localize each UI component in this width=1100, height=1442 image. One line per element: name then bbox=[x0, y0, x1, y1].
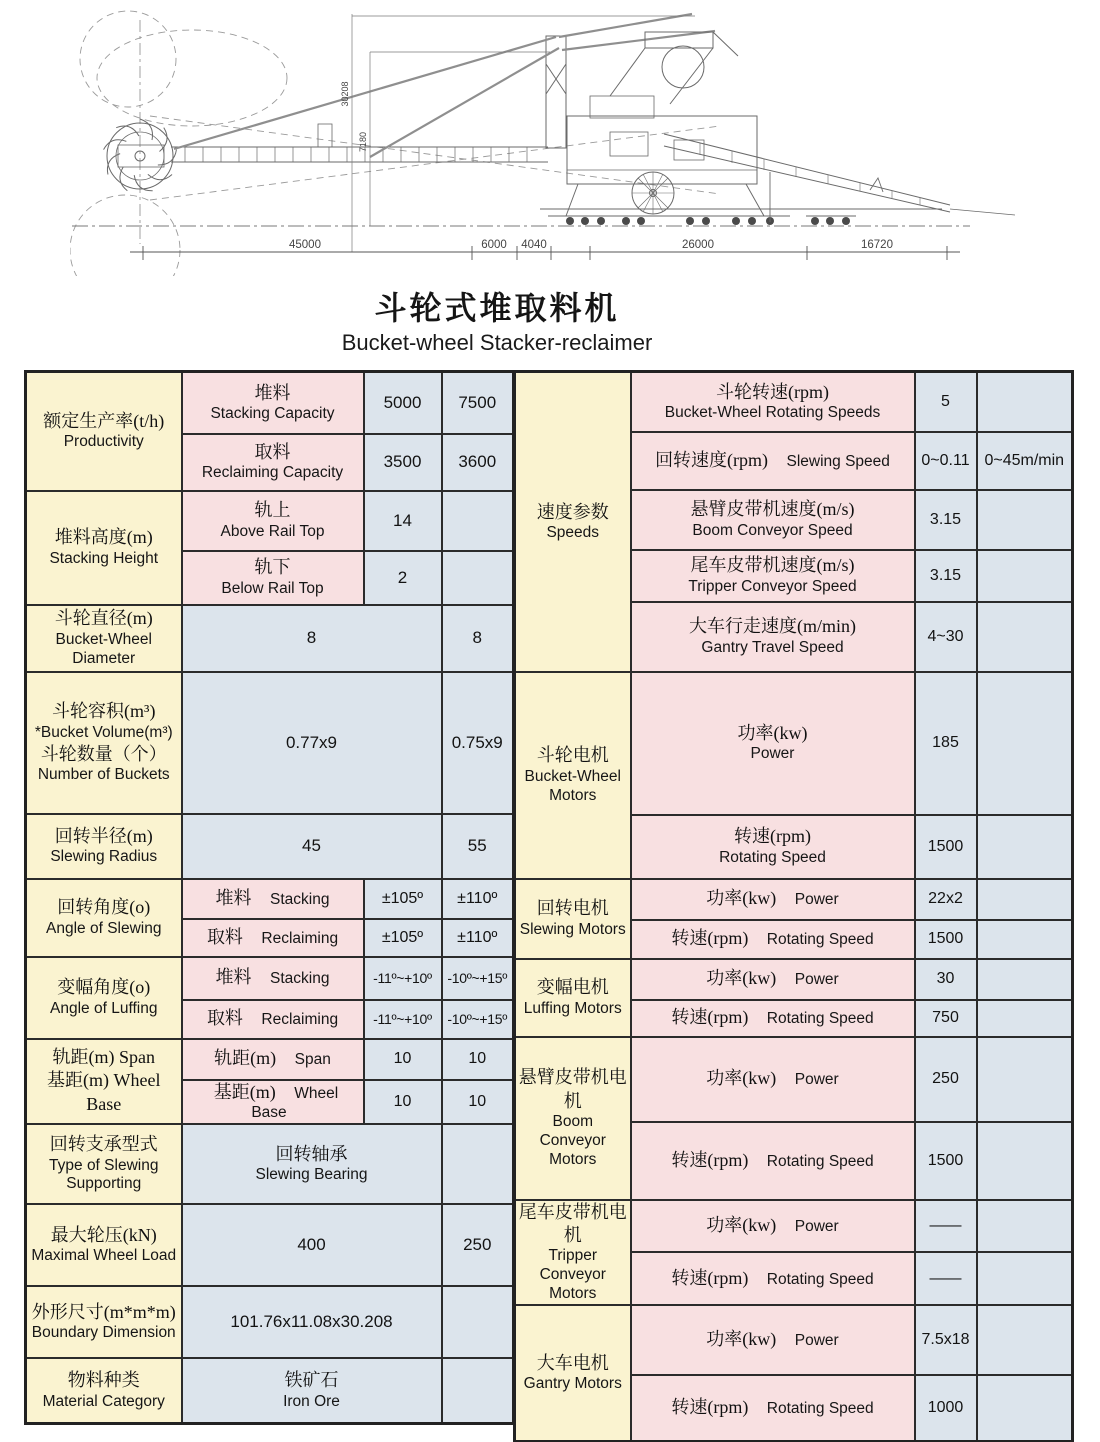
luffing-stacking-value-1: -11º~+10º bbox=[364, 957, 442, 1000]
tripper-conveyor-speed-param-cell: 尾车皮带机速度(m/s) Tripper Conveyor Speed bbox=[631, 550, 915, 602]
slewing-stacking-value-1: ±105º bbox=[364, 879, 442, 919]
span-param-cell: 轨距(m) Span bbox=[182, 1039, 364, 1080]
boom-motor-power-param-cell: 功率(kw) Power bbox=[631, 1037, 915, 1122]
luffing-reclaiming-value-1: -11º~+10º bbox=[364, 1000, 442, 1039]
tie-rods bbox=[174, 14, 715, 157]
dim-label-4040: 4040 bbox=[521, 239, 547, 251]
slewing-motor-speed-value-1: 1500 bbox=[915, 920, 977, 959]
slewing-support-value-1: 回转轴承 Slewing Bearing bbox=[182, 1124, 442, 1204]
boundary-dimension-value-1: 101.76x11.08x30.208 bbox=[182, 1286, 442, 1358]
dim-label-height: 30208 bbox=[340, 81, 350, 107]
wheelbase-param-cell: 基距(m) Wheel Base bbox=[182, 1080, 364, 1124]
slewing-motor-power-param-cell: 功率(kw) Power bbox=[631, 879, 915, 920]
spec-table-left bbox=[24, 370, 515, 1425]
tripper-motor-power-value-2-empty bbox=[977, 1200, 1073, 1253]
slew-envelope-bottom-circle bbox=[70, 195, 180, 276]
tripper-motor-speed-value-2-empty bbox=[977, 1252, 1073, 1305]
tripper-motor-power-value-1: —— bbox=[915, 1200, 977, 1253]
gantry-travel-speed-value-1: 4~30 bbox=[915, 602, 977, 672]
bw-motor-speed-param-cell: 转速(rpm) Rotating Speed bbox=[631, 815, 915, 879]
gantry-motor-speed-value-1: 1000 bbox=[915, 1375, 977, 1441]
dim-label-45000: 45000 bbox=[289, 239, 321, 251]
bw-motor-power-value-2-empty bbox=[977, 672, 1073, 815]
wheelbase-value-2: 10 bbox=[442, 1080, 514, 1124]
angle-slewing-label-cell: 回转角度(o) Angle of Slewing bbox=[26, 879, 182, 957]
tripper-motor-speed-param-cell: 转速(rpm) Rotating Speed bbox=[631, 1252, 915, 1305]
bw-diameter-value-1: 8 bbox=[182, 605, 442, 672]
gantry-house bbox=[567, 96, 757, 184]
boom-conveyor-speed-value-1: 3.15 bbox=[915, 490, 977, 550]
slewing-support-label-cell: 回转支承型式 Type of Slewing Supporting bbox=[26, 1124, 182, 1204]
gantry-motors-group-cell: 大车电机 Gantry Motors bbox=[515, 1305, 631, 1441]
slewing-speed-value-1: 0~0.11 bbox=[915, 432, 977, 490]
stacking-capacity-value-1: 5000 bbox=[364, 372, 442, 434]
bw-motor-speed-value-1: 1500 bbox=[915, 815, 977, 879]
tripper-conveyor-speed-value-2-empty bbox=[977, 550, 1073, 602]
stacking-capacity-param-cell: 堆料 Stacking Capacity bbox=[182, 372, 364, 434]
tripper-motor-power-param-cell: 功率(kw) Power bbox=[631, 1200, 915, 1253]
bw-rotating-speed-value-2-empty bbox=[977, 372, 1073, 432]
luffing-stacking-param-cell: 堆料 Stacking bbox=[182, 957, 364, 1000]
bw-motor-power-param-cell: 功率(kw) Power bbox=[631, 672, 915, 815]
luffing-motor-speed-value-1: 750 bbox=[915, 1000, 977, 1037]
speeds-group-cell: 速度参数 Speeds bbox=[515, 372, 631, 672]
slewing-reclaiming-value-1: ±105º bbox=[364, 919, 442, 957]
below-rail-value-1: 2 bbox=[364, 551, 442, 605]
material-category-value-1: 铁矿石 Iron Ore bbox=[182, 1358, 442, 1424]
luffing-motor-power-value-1: 30 bbox=[915, 959, 977, 1000]
reclaiming-capacity-param-cell: 取料 Reclaiming Capacity bbox=[182, 434, 364, 491]
gantry-motor-power-value-2-empty bbox=[977, 1305, 1073, 1375]
luffing-motor-power-param-cell: 功率(kw) Power bbox=[631, 959, 915, 1000]
slewing-support-value-2-empty bbox=[442, 1124, 514, 1204]
luffing-reclaiming-param-cell: 取料 Reclaiming bbox=[182, 1000, 364, 1039]
tripper-conveyor-speed-value-1: 3.15 bbox=[915, 550, 977, 602]
slewing-motor-speed-value-2-empty bbox=[977, 920, 1073, 959]
boom-motor-speed-value-2-empty bbox=[977, 1122, 1073, 1200]
page-title-en: Bucket-wheel Stacker-reclaimer bbox=[341, 330, 653, 355]
slewing-motors-group-cell: 回转电机 Slewing Motors bbox=[515, 879, 631, 959]
boom-motor-speed-value-1: 1500 bbox=[915, 1122, 977, 1200]
above-rail-value-1: 14 bbox=[364, 491, 442, 551]
max-wheel-load-label-cell: 最大轮压(kN) Maximal Wheel Load bbox=[26, 1204, 182, 1286]
material-category-value-2-empty bbox=[442, 1358, 514, 1424]
productivity-label-cell: 额定生产率(t/h) Productivity bbox=[26, 372, 182, 491]
machine-drawing-svg bbox=[70, 4, 1030, 276]
boom-conveyor-speed-param-cell: 悬臂皮带机速度(m/s) Boom Conveyor Speed bbox=[631, 490, 915, 550]
tripper-motor-speed-value-1: —— bbox=[915, 1252, 977, 1305]
reclaiming-capacity-value-1: 3500 bbox=[364, 434, 442, 491]
slew-envelope-ellipse bbox=[97, 30, 287, 126]
luffing-reclaiming-value-2: -10º~+15º bbox=[442, 1000, 514, 1039]
slewing-motor-speed-param-cell: 转速(rpm) Rotating Speed bbox=[631, 920, 915, 959]
slewing-motor-power-value-1: 22x2 bbox=[915, 879, 977, 920]
tripper-motors-group-cell: 尾车皮带机电机 Tripper Conveyor Motors bbox=[515, 1200, 631, 1306]
slewing-speed-value-2: 0~45m/min bbox=[977, 432, 1073, 490]
max-wheel-load-value-2: 250 bbox=[442, 1204, 514, 1286]
max-wheel-load-value-1: 400 bbox=[182, 1204, 442, 1286]
stacking-capacity-value-2: 7500 bbox=[442, 372, 514, 434]
dim-label-26000: 26000 bbox=[682, 239, 714, 251]
dim-label-6000: 6000 bbox=[481, 239, 507, 251]
reclaiming-capacity-value-2: 3600 bbox=[442, 434, 514, 491]
bucket-volume-label-cell: 斗轮容积(m³) *Bucket Volume(m³) 斗轮数量（个） Number of Buckets bbox=[26, 672, 182, 814]
gantry-travel-speed-value-2-empty bbox=[977, 602, 1073, 672]
above-rail-param-cell: 轨上 Above Rail Top bbox=[182, 491, 364, 551]
luffing-stacking-value-2: -10º~+15º bbox=[442, 957, 514, 1000]
bw-rotating-speed-param-cell: 斗轮转速(rpm) Bucket-Wheel Rotating Speeds bbox=[631, 372, 915, 432]
title-block bbox=[0, 283, 994, 356]
bw-rotating-speed-value-1: 5 bbox=[915, 372, 977, 432]
bw-motor-power-value-1: 185 bbox=[915, 672, 977, 815]
angle-luffing-label-cell: 变幅角度(o) Angle of Luffing bbox=[26, 957, 182, 1039]
material-category-label-cell: 物料种类 Material Category bbox=[26, 1358, 182, 1424]
gantry-legs-bogies bbox=[540, 184, 942, 225]
slewing-radius-value-2: 55 bbox=[442, 814, 514, 879]
slew-envelope-top-circle bbox=[80, 11, 176, 107]
span-value-2: 10 bbox=[442, 1039, 514, 1080]
slewing-motor-power-value-2-empty bbox=[977, 879, 1073, 920]
boom-motors-group-cell: 悬臂皮带机电机 Boom Conveyor Motors bbox=[515, 1037, 631, 1200]
luffing-motors-group-cell: 变幅电机 Luffing Motors bbox=[515, 959, 631, 1037]
boom-motor-power-value-2-empty bbox=[977, 1037, 1073, 1122]
slewing-reclaiming-param-cell: 取料 Reclaiming bbox=[182, 919, 364, 957]
gantry-motor-speed-param-cell: 转速(rpm) Rotating Speed bbox=[631, 1375, 915, 1441]
span-value-1: 10 bbox=[364, 1039, 442, 1080]
bw-motors-group-cell: 斗轮电机 Bucket-Wheel Motors bbox=[515, 672, 631, 879]
gantry-motor-power-value-1: 7.5x18 bbox=[915, 1305, 977, 1375]
luffing-motor-power-value-2-empty bbox=[977, 959, 1073, 1000]
boundary-dimension-label-cell: 外形尺寸(m*m*m) Boundary Dimension bbox=[26, 1286, 182, 1358]
gantry-travel-speed-param-cell: 大车行走速度(m/min) Gantry Travel Speed bbox=[631, 602, 915, 672]
boom-conveyor-speed-value-2-empty bbox=[977, 490, 1073, 550]
bucket-volume-value-2: 0.75x9 bbox=[442, 672, 514, 814]
cable-reel bbox=[632, 172, 674, 214]
page-title-zh: 斗轮式堆取料机 bbox=[374, 290, 620, 326]
spec-table bbox=[24, 370, 1074, 1442]
luffing-motor-speed-param-cell: 转速(rpm) Rotating Speed bbox=[631, 1000, 915, 1037]
counterweight-structure bbox=[610, 32, 738, 104]
bucket-volume-value-1: 0.77x9 bbox=[182, 672, 442, 814]
bw-diameter-value-2: 8 bbox=[442, 605, 514, 672]
boundary-dimension-value-2-empty bbox=[442, 1286, 514, 1358]
slewing-reclaiming-value-2: ±110º bbox=[442, 919, 514, 957]
above-rail-value-2-empty bbox=[442, 491, 514, 551]
boom-motor-speed-param-cell: 转速(rpm) Rotating Speed bbox=[631, 1122, 915, 1200]
gantry-motor-power-param-cell: 功率(kw) Power bbox=[631, 1305, 915, 1375]
dim-label-16720: 16720 bbox=[861, 239, 893, 251]
wheelbase-value-1: 10 bbox=[364, 1080, 442, 1124]
below-rail-value-2-empty bbox=[442, 551, 514, 605]
bw-motor-speed-value-2-empty bbox=[977, 815, 1073, 879]
gantry-motor-speed-value-2-empty bbox=[977, 1375, 1073, 1441]
boom-motor-power-value-1: 250 bbox=[915, 1037, 977, 1122]
counterweight-circle bbox=[662, 46, 704, 88]
slewing-radius-value-1: 45 bbox=[182, 814, 442, 879]
bw-diameter-label-cell: 斗轮直径(m) Bucket-Wheel Diameter bbox=[26, 605, 182, 672]
luffing-motor-speed-value-2-empty bbox=[977, 1000, 1073, 1037]
stacking-height-label-cell: 堆料高度(m) Stacking Height bbox=[26, 491, 182, 605]
below-rail-param-cell: 轨下 Below Rail Top bbox=[182, 551, 364, 605]
slewing-stacking-value-2: ±110º bbox=[442, 879, 514, 919]
slewing-stacking-param-cell: 堆料 Stacking bbox=[182, 879, 364, 919]
dim-label-7180: 7180 bbox=[358, 131, 368, 153]
slewing-speed-param-cell: 回转速度(rpm) Slewing Speed bbox=[631, 432, 915, 490]
machine-drawing bbox=[70, 4, 1030, 276]
spec-table-right bbox=[513, 370, 1074, 1442]
span-wheelbase-label-cell: 轨距(m) Span 基距(m) Wheel Base bbox=[26, 1039, 182, 1124]
slewing-radius-label-cell: 回转半径(m) Slewing Radius bbox=[26, 814, 182, 879]
